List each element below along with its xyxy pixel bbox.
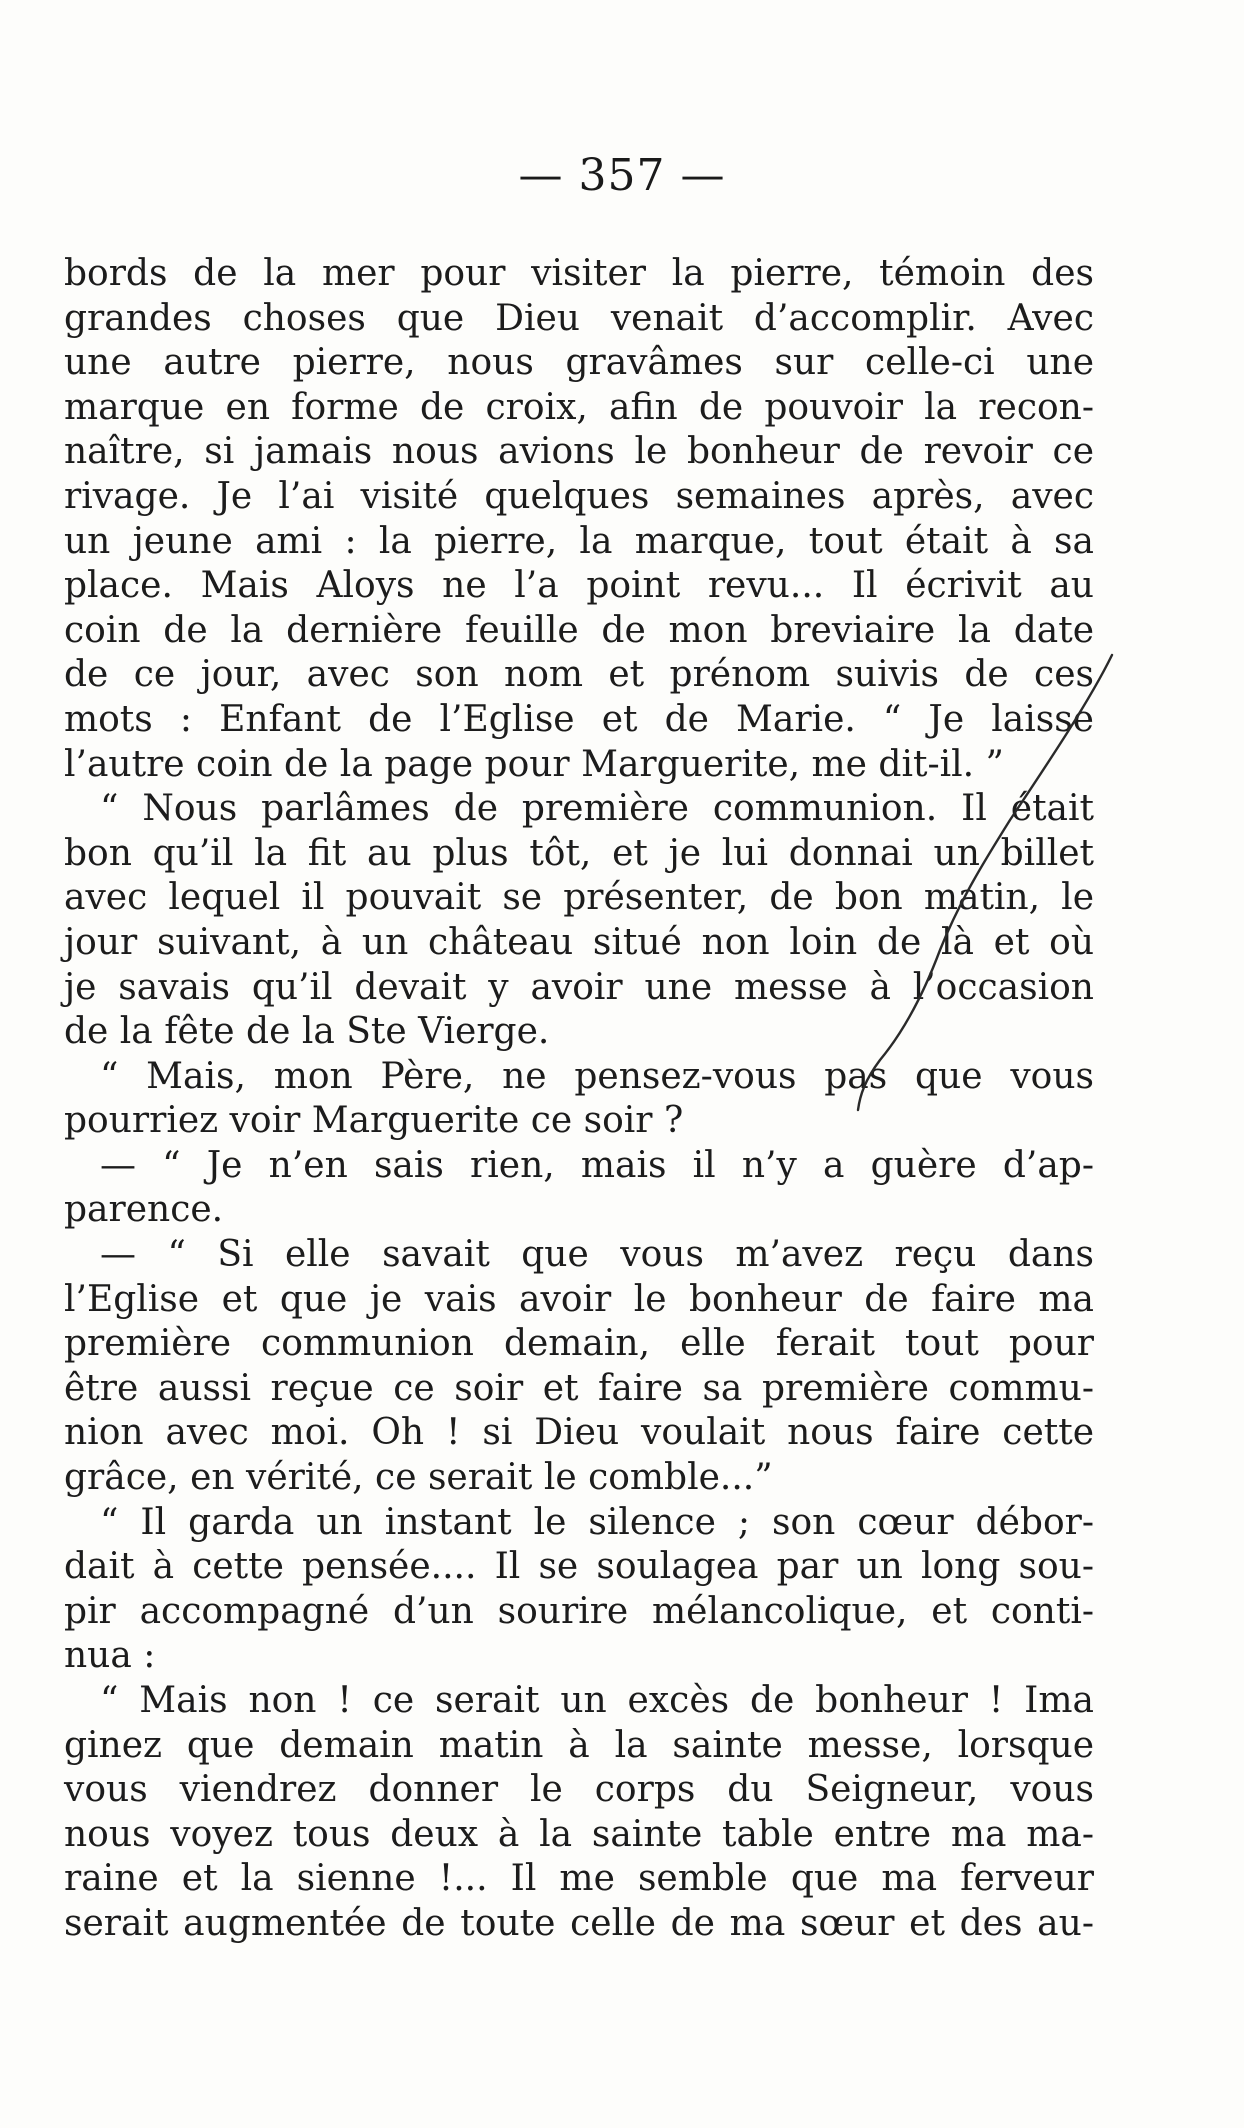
text-line: nous voyez tous deux à la sainte table entre ma ma-: [64, 1813, 1094, 1855]
text-line: un jeune ami : la pierre, la marque, tout était à sa: [64, 520, 1094, 562]
text-line: bon qu’il la fit au plus tôt, et je lui donnai un billet: [64, 832, 1094, 874]
text-line: dait à cette pensée.... Il se soulagea par un long sou-: [64, 1546, 1094, 1588]
body-text: [64, 252, 1094, 1947]
text-line: ginez que demain matin à la sainte messe, lorsque: [64, 1724, 1094, 1766]
text-line: — “ Si elle savait que vous m’avez reçu dans: [100, 1234, 1094, 1276]
text-line: l’Eglise et que je vais avoir le bonheur de faire ma: [64, 1278, 1094, 1320]
text-line: de la fête de la Ste Vierge.: [64, 1011, 550, 1053]
text-line: nion avec moi. Oh ! si Dieu voulait nous faire cette: [64, 1412, 1094, 1454]
text-line: une autre pierre, nous gravâmes sur celle-ci une: [64, 342, 1094, 384]
text-line: mots : Enfant de l’Eglise et de Marie. “ Je laisse: [64, 698, 1094, 740]
text-line: pourriez voir Marguerite ce soir ?: [64, 1100, 684, 1142]
text-line: raine et la sienne !... Il me semble que ma ferveur: [64, 1858, 1094, 1900]
text-line: être aussi reçue ce soir et faire sa première commu-: [64, 1367, 1094, 1409]
text-line: place. Mais Aloys ne l’a point revu... Il écrivit au: [64, 565, 1094, 607]
text-line: rivage. Je l’ai visité quelques semaines après, avec: [64, 475, 1094, 517]
text-line: “ Mais, mon Père, ne pensez-vous pas que vous: [100, 1055, 1094, 1097]
text-line: je savais qu’il devait y avoir une messe à l’occasion: [64, 966, 1094, 1008]
text-line: nua :: [64, 1635, 156, 1677]
text-line: première communion demain, elle ferait tout pour: [64, 1323, 1094, 1365]
text-line: “ Mais non ! ce serait un excès de bonheur ! Ima: [100, 1680, 1094, 1721]
text-line: — “ Je n’en sais rien, mais il n’y a guère d’ap-: [100, 1144, 1094, 1186]
text-line: coin de la dernière feuille de mon breviaire la date: [64, 609, 1094, 651]
text-line: serait augmentée de toute celle de ma sœur et des au-: [64, 1902, 1094, 1944]
text-line: “ Il garda un instant le silence ; son cœur débor-: [100, 1501, 1094, 1543]
text-line: jour suivant, à un château situé non loin de là et où: [64, 921, 1094, 963]
text-line: marque en forme de croix, afin de pouvoir la recon-: [64, 386, 1094, 428]
text-line: l’autre coin de la page pour Marguerite, me dit-il. ”: [64, 743, 1004, 785]
text-line: grandes choses que Dieu venait d’accomplir. Avec: [64, 297, 1094, 339]
text-line: “ Nous parlâmes de première communion. Il était: [100, 788, 1094, 830]
text-line: bords de la mer pour visiter la pierre, témoin des: [64, 253, 1094, 294]
text-line: pir accompagné d’un sourire mélancolique, et conti-: [64, 1590, 1094, 1632]
text-line: naître, si jamais nous avions le bonheur de revoir ce: [64, 431, 1094, 473]
text-line: parence.: [64, 1189, 224, 1231]
text-line: avec lequel il pouvait se présenter, de bon matin, le: [64, 877, 1094, 919]
page-number: — 357 —: [518, 150, 726, 201]
text-line: vous viendrez donner le corps du Seigneur, vous: [64, 1769, 1094, 1811]
text-line: de ce jour, avec son nom et prénom suivis de ces: [64, 654, 1094, 696]
text-line: grâce, en vérité, ce serait le comble...”: [64, 1457, 773, 1499]
